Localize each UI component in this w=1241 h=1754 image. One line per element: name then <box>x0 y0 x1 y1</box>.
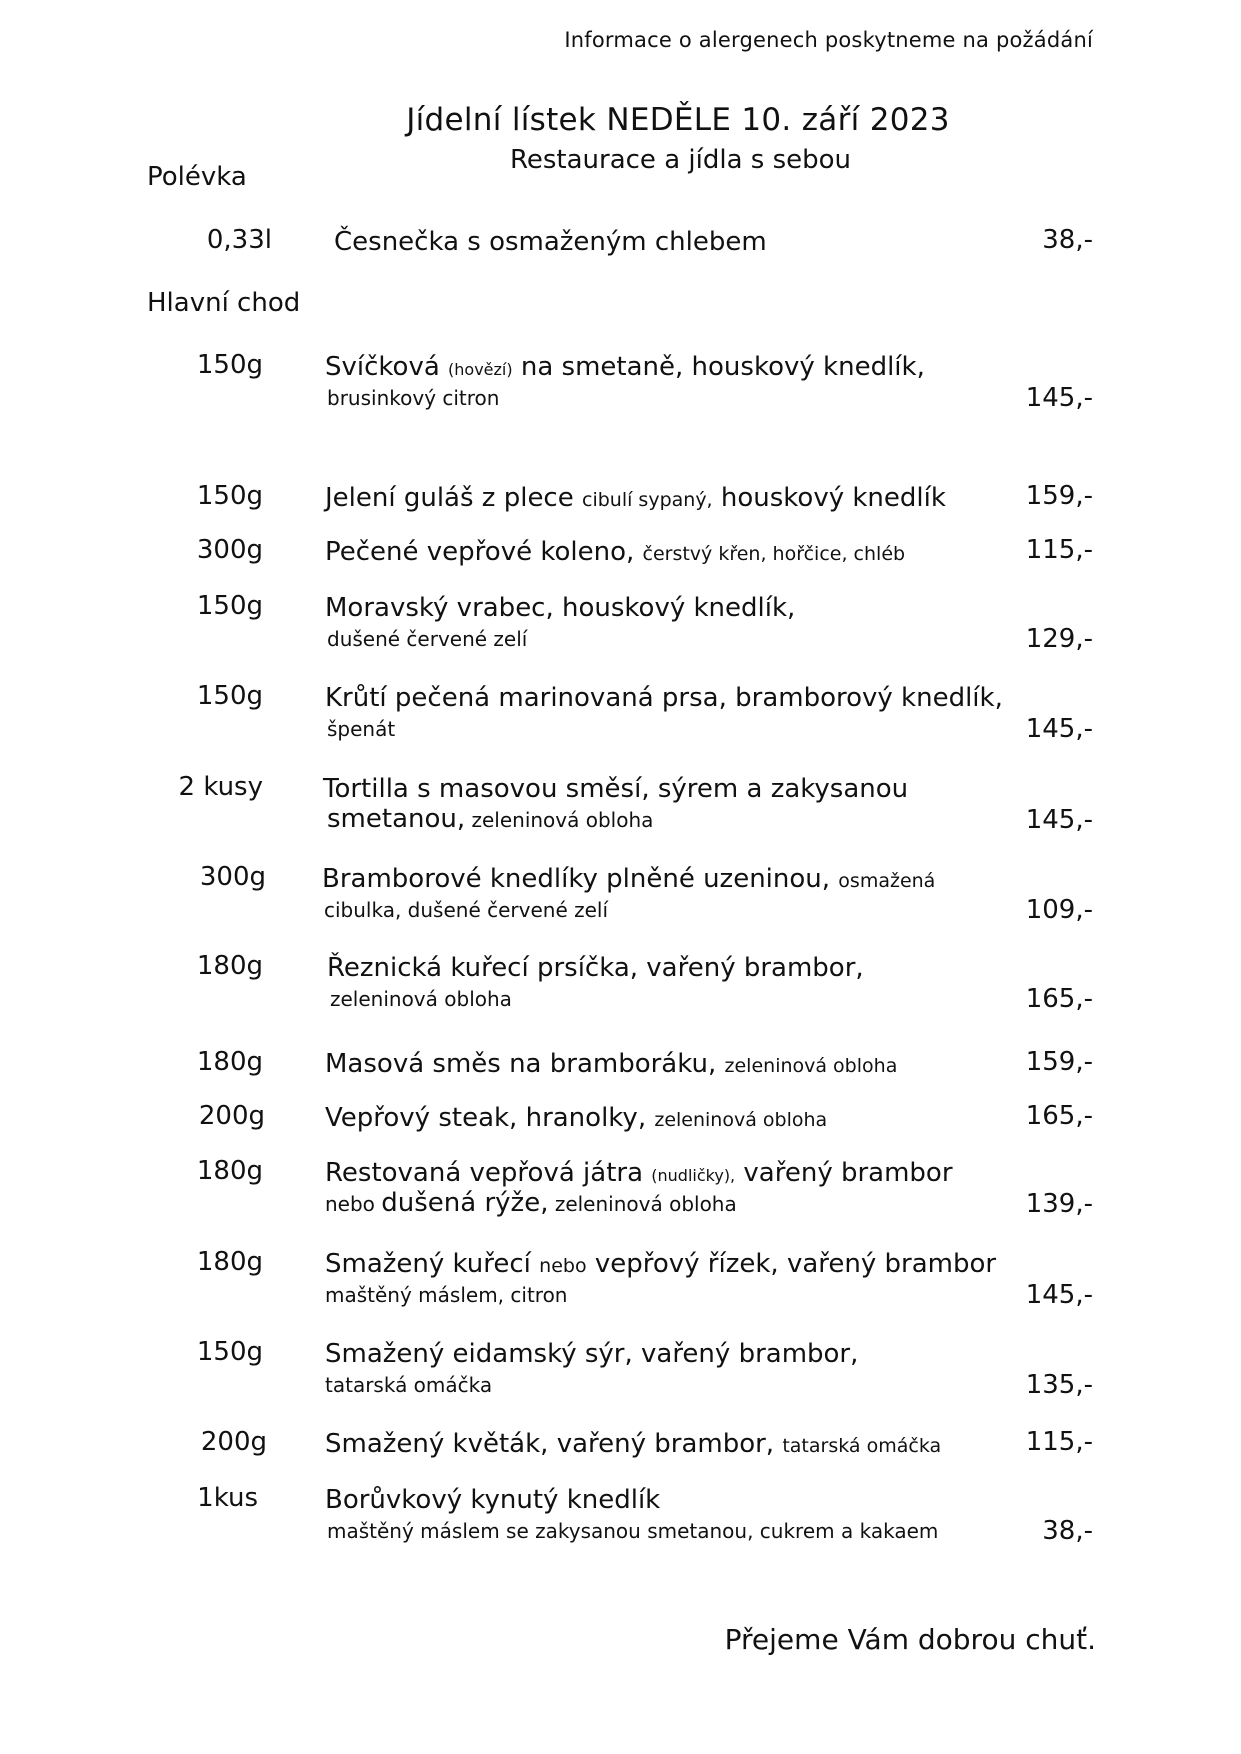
item-quantity: 2 kusy <box>178 772 263 802</box>
item-price: 109,- <box>1025 895 1093 925</box>
page-title-text: Jídelní lístek NEDĚLE 10. září 2023 <box>406 102 950 138</box>
allergen-note: Informace o alergenech poskytneme na požádání <box>564 28 1093 52</box>
item-name <box>327 951 864 985</box>
item-name-note: zeleninová obloha <box>724 1055 898 1077</box>
item-name <box>325 1247 996 1283</box>
item-name-note: (hovězí) <box>448 360 513 379</box>
item-name-main: Moravský vrabec, houskový knedlík, <box>325 593 796 623</box>
item-quantity: 0,33l <box>206 225 272 255</box>
item-price: 145,- <box>1025 714 1093 744</box>
item-side-prefix: nebo <box>325 1192 382 1216</box>
item-side <box>327 804 653 834</box>
item-quantity: 180g <box>196 951 263 981</box>
item-name-main: Bramborové knedlíky plněné uzeninou, <box>322 864 839 894</box>
section-heading-soup: Polévka <box>147 162 247 192</box>
item-name-main: Smažený kuřecí <box>325 1249 540 1279</box>
item-name <box>325 481 946 517</box>
item-name <box>325 591 795 625</box>
item-name-note: tatarská omáčka <box>782 1435 942 1457</box>
item-side: zeleninová obloha <box>330 987 512 1011</box>
item-price: 38,- <box>1042 225 1093 255</box>
item-name-rest: vepřový řízek, vařený brambor <box>586 1249 997 1279</box>
page-subtitle-text: Restaurace a jídla s sebou <box>509 145 852 175</box>
item-price: 139,- <box>1025 1189 1093 1219</box>
item-quantity: 300g <box>196 535 263 565</box>
item-name <box>323 772 908 806</box>
section-heading-main: Hlavní chod <box>147 288 301 318</box>
item-name-rest: houskový knedlík <box>712 483 946 513</box>
item-price: 145,- <box>1025 383 1093 413</box>
item-side: špenát <box>327 717 396 741</box>
item-price: 159,- <box>1025 481 1093 511</box>
item-name-note: (nudličky), <box>651 1166 736 1185</box>
item-name-note: nebo <box>539 1255 587 1277</box>
item-quantity: 180g <box>196 1247 263 1277</box>
item-name-note: cibulí sypaný, <box>582 489 713 511</box>
item-quantity: 150g <box>196 1337 263 1367</box>
item-price: 115,- <box>1025 1427 1093 1457</box>
item-name-main: Masová směs na bramboráku, <box>325 1049 725 1079</box>
item-name-main: Svíčková <box>325 352 449 382</box>
item-price: 145,- <box>1025 1280 1093 1310</box>
item-price: 38,- <box>1042 1516 1093 1546</box>
item-name <box>325 1101 827 1137</box>
closing-message: Přejeme Vám dobrou chuť. <box>724 1623 1096 1656</box>
item-name: Česnečka s osmaženým chlebem <box>334 227 767 257</box>
item-quantity: 150g <box>196 481 263 511</box>
item-quantity: 150g <box>196 591 263 621</box>
item-quantity: 300g <box>199 862 266 892</box>
item-name-main: Smažený eidamský sýr, vařený brambor, <box>325 1339 859 1369</box>
item-side-main: smetanou, <box>327 804 466 834</box>
item-name <box>325 1483 660 1517</box>
item-price: 159,- <box>1025 1047 1093 1077</box>
item-name-main: Řeznická kuřecí prsíčka, vařený brambor, <box>327 953 864 983</box>
item-quantity: 200g <box>198 1101 265 1131</box>
item-price: 165,- <box>1025 984 1093 1014</box>
item-name-rest: na smetaně, houskový knedlík, <box>512 352 925 382</box>
item-side-note: zeleninová obloha <box>548 1192 737 1216</box>
item-name-main: Pečené vepřové koleno, <box>325 537 643 567</box>
item-name-note: čerstvý křen, hořčice, chléb <box>642 543 906 565</box>
item-price: 135,- <box>1025 1370 1093 1400</box>
item-price: 165,- <box>1025 1101 1093 1131</box>
item-side: maštěný máslem, citron <box>325 1283 568 1307</box>
item-side: dušené červené zelí <box>327 627 528 651</box>
item-quantity: 180g <box>196 1047 263 1077</box>
item-name-main: Jelení guláš z plece <box>325 483 582 513</box>
item-name <box>325 350 925 387</box>
item-name <box>322 862 935 898</box>
item-price: 129,- <box>1025 624 1093 654</box>
item-name <box>325 681 1003 715</box>
item-name-note: osmažená <box>838 870 936 892</box>
item-side: cibulka, dušené červené zelí <box>324 898 609 922</box>
item-name <box>325 535 905 571</box>
item-name-main: Krůtí pečená marinovaná prsa, bramborový knedlík, <box>325 683 1003 713</box>
page-title <box>0 102 1241 138</box>
item-side: tatarská omáčka <box>325 1373 493 1397</box>
item-name-main: Vepřový steak, hranolky, <box>325 1103 655 1133</box>
item-quantity: 150g <box>196 350 263 380</box>
item-name <box>325 1427 941 1463</box>
item-side-main: dušená rýže, <box>381 1188 549 1218</box>
item-side: brusinkový citron <box>327 386 500 410</box>
item-name-main: Restovaná vepřová játra <box>325 1158 652 1188</box>
item-quantity: 150g <box>196 681 263 711</box>
item-side: maštěný máslem se zakysanou smetanou, cukrem a kakaem <box>327 1519 939 1543</box>
item-quantity: 180g <box>196 1156 263 1186</box>
item-price: 115,- <box>1025 535 1093 565</box>
item-side <box>325 1188 737 1218</box>
item-side-note: zeleninová obloha <box>465 808 654 832</box>
item-name <box>325 1337 858 1371</box>
item-name-main: Tortilla s masovou směsí, sýrem a zakysanou <box>323 774 909 804</box>
item-quantity: 1kus <box>197 1483 258 1513</box>
item-name-main: Smažený květák, vařený brambor, <box>325 1429 783 1459</box>
item-name-rest: vařený brambor <box>735 1158 953 1188</box>
item-name-note: zeleninová obloha <box>654 1109 828 1131</box>
item-name-main: Borůvkový kynutý knedlík <box>325 1485 661 1515</box>
item-name <box>325 1047 897 1083</box>
item-price: 145,- <box>1025 805 1093 835</box>
item-quantity: 200g <box>200 1427 267 1457</box>
